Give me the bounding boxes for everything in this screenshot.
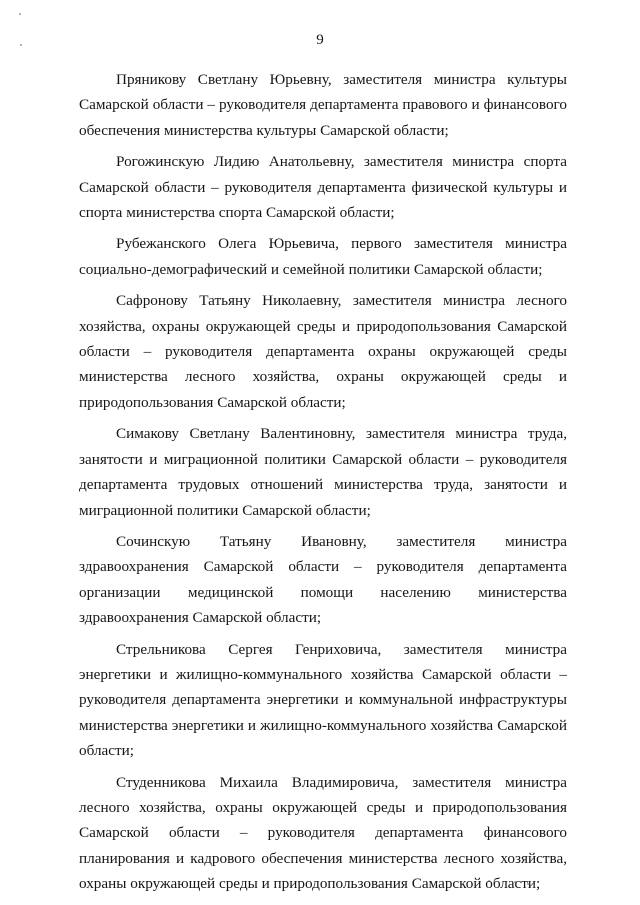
paragraph-studennikov: Студенникова Михаила Владимировича, заместителя министра лесного хозяйства, охраны окружающей среды и природопользования Самарской области – руководителя департамента финансового планирования и кадрового обеспечения министерства лесного хозяйства, охраны окружающей среды и природопользования Самарской области; [79,773,567,893]
paragraph-safronova: Сафронову Татьяну Николаевну, заместителя министра лесного хозяйства, охраны окружающей среды и природопользования Самарской области – руководителя департамента охраны окружающей среды министерства лесного хозяйства, охраны окружающей среды и природопользования Самарской области; [79,292,567,411]
document-body [79,67,567,903]
paragraph-pryanikova: Пряникову Светлану Юрьевну, заместителя министра культуры Самарской области – руководителя департамента правового и финансового обеспечения министерства культуры Самарской области; [79,71,567,139]
paragraph-rubezhansky: Рубежанского Олега Юрьевича, первого заместителя министра социально-демографический и семейной политики Самарской области; [79,235,567,278]
paragraph-rogozhinskaya: Рогожинскую Лидию Анатольевну, заместителя министра спорта Самарской области – руководителя департамента физической культуры и спорта министерства спорта Самарской области; [79,153,567,222]
paragraph-sochinskaya: Сочинскую Татьяну Ивановну, заместителя министра здравоохранения Самарской области – руководителя департамента организации медицинской помощи населению министерства здравоохранения Самарской области; [79,532,567,627]
paragraph-simakova: Симакову Светлану Валентиновну, заместителя министра труда, занятости и миграционной политики Самарской области – руководителя департамента трудовых отношений министерства труда, занятости и миграционной политики Самарской области; [79,425,567,519]
paragraph-strelnikov: Стрельникова Сергея Генриховича, заместителя министра энергетики и жилищно-коммунального хозяйства Самарской области – руководителя департамента энергетики и коммунальной инфраструктуры министерства энергетики и жилищно-коммунального хозяйства Самарской области; [79,640,567,760]
page-number: 9 [316,32,324,48]
scan-speck [19,13,21,15]
